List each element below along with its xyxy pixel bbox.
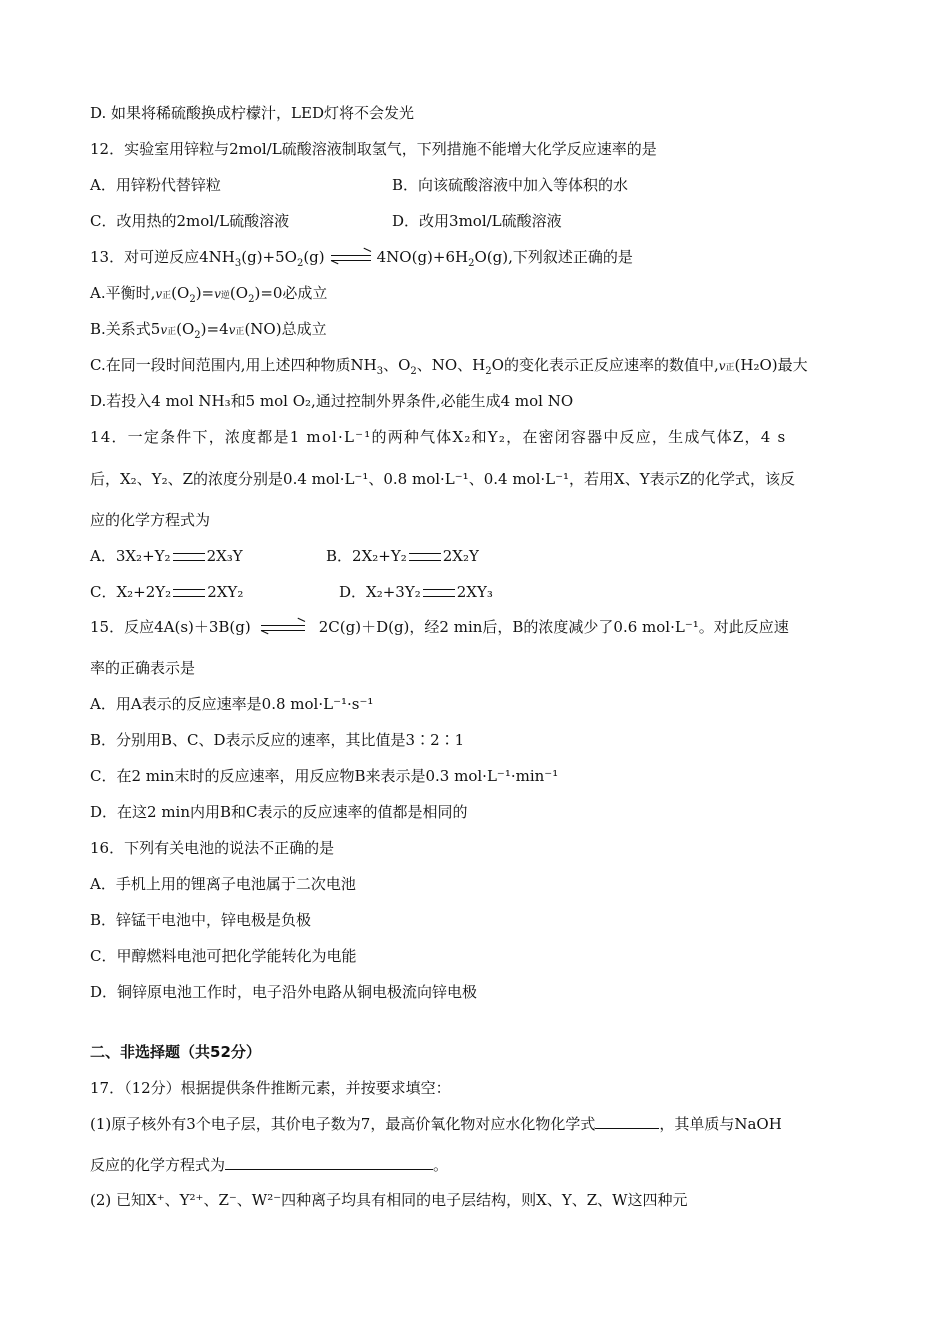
- equals-sign-icon: [173, 589, 205, 597]
- q14-stem-line3: 应的化学方程式为: [90, 511, 211, 529]
- reversible-arrow-icon: [261, 623, 305, 633]
- q16-stem: 16．下列有关电池的说法不正确的是: [90, 839, 335, 857]
- q15-option-d: D．在这2 min内用B和C表示的反应速率的值都是相同的: [90, 803, 468, 821]
- q13-option-b: B.关系式5v正$(O_2)=4v$正(NO)总成立: [90, 320, 327, 341]
- q17-part1-line2: 反应的化学方程式为 。: [90, 1156, 449, 1174]
- q14-option-c: C．X₂+2Y₂ 2XY₂: [90, 583, 244, 601]
- q16-option-b: B．锌锰干电池中，锌电极是负极: [90, 911, 312, 929]
- q14-option-a: A．3X₂+Y₂ 2X₃Y: [90, 547, 243, 565]
- q17-part2: (2) 已知X⁺、Y²⁺、Z⁻、W²⁻四种离子均具有相同的电子层结构，则X、Y、Z、W这四种元: [90, 1191, 688, 1209]
- answer-blank[interactable]: [225, 1155, 433, 1170]
- q14-stem-line2: 后，X₂、Y₂、Z的浓度分别是0.4 mol·L⁻¹、0.8 mol·L⁻¹、0.4 mol·L⁻¹，若用X、Y表示Z的化学式，该反: [90, 470, 796, 488]
- reversible-arrow-icon: [331, 253, 371, 263]
- q14-option-d: D．X₂+3Y₂ 2XY₃: [339, 583, 493, 601]
- q13-stem: 13．对可逆反应$4NH_3(g)+5O_2(g)$ $4NO(g)+6H_2O(g)$,下列叙述正确的是: [90, 248, 633, 269]
- section-title: 二、非选择题（共52分）: [90, 1043, 261, 1061]
- equals-sign-icon: [409, 553, 441, 561]
- equals-sign-icon: [173, 553, 205, 561]
- q11-option-d: D. 如果将稀硫酸换成柠檬汁，LED灯将不会发光: [90, 104, 414, 122]
- q12-option-b: B．向该硫酸溶液中加入等体积的水: [392, 176, 629, 194]
- q12-stem: 12．实验室用锌粒与2mol/L硫酸溶液制取氢气，下列措施不能增大化学反应速率的是: [90, 140, 657, 158]
- q15-option-b: B．分别用B、C、D表示反应的速率，其比值是3∶2∶1: [90, 731, 465, 749]
- q16-option-c: C．甲醇燃料电池可把化学能转化为电能: [90, 947, 357, 965]
- q13-option-c: C.在同一段时间范围内,用上述四种物质$NH_3$、$O_2$、NO、$H_2O$的变化表示正反应速率的数值中,v正(H₂O)最大: [90, 356, 808, 377]
- q12-option-a: A．用锌粉代替锌粒: [90, 176, 221, 194]
- q12-option-c: C．改用热的2mol/L硫酸溶液: [90, 212, 290, 230]
- q17-stem: 17．（12分）根据提供条件推断元素，并按要求填空：: [90, 1079, 451, 1097]
- q16-option-d: D．铜锌原电池工作时，电子沿外电路从铜电极流向锌电极: [90, 983, 478, 1001]
- q13-option-a: A.平衡时,v正$(O_2)=v$逆$(O_2)=0$必成立: [90, 284, 328, 305]
- equals-sign-icon: [423, 589, 455, 597]
- q15-stem-line2: 率的正确表示是: [90, 659, 196, 677]
- q14-stem-line1: 14．一定条件下，浓度都是1 mol·L⁻¹的两种气体X₂和Y₂，在密闭容器中反应，生成气体Z，4 s: [90, 428, 787, 446]
- answer-blank[interactable]: [595, 1114, 659, 1129]
- q15-option-a: A．用A表示的反应速率是0.8 mol·L⁻¹·s⁻¹: [90, 695, 374, 713]
- q17-part1-line1: (1)原子核外有3个电子层，其价电子数为7，最高价氧化物对应水化物化学式 ，其单质与NaOH: [90, 1115, 782, 1133]
- q15-stem: 15．反应4A(s)＋3B(g) 2C(g)＋D(g)，经2 min后，B的浓度减少了0.6 mol·L⁻¹。对此反应速: [90, 618, 789, 636]
- q13-option-d: D.若投入4 mol NH₃和5 mol O₂,通过控制外界条件,必能生成4 mol NO: [90, 392, 574, 410]
- q15-option-c: C．在2 min末时的反应速率，用反应物B来表示是0.3 mol·L⁻¹·min⁻¹: [90, 767, 559, 785]
- q14-option-b: B．2X₂+Y₂ 2X₂Y: [326, 547, 479, 565]
- q12-option-d: D．改用3mol/L硫酸溶液: [392, 212, 562, 230]
- q16-option-a: A．手机上用的锂离子电池属于二次电池: [90, 875, 356, 893]
